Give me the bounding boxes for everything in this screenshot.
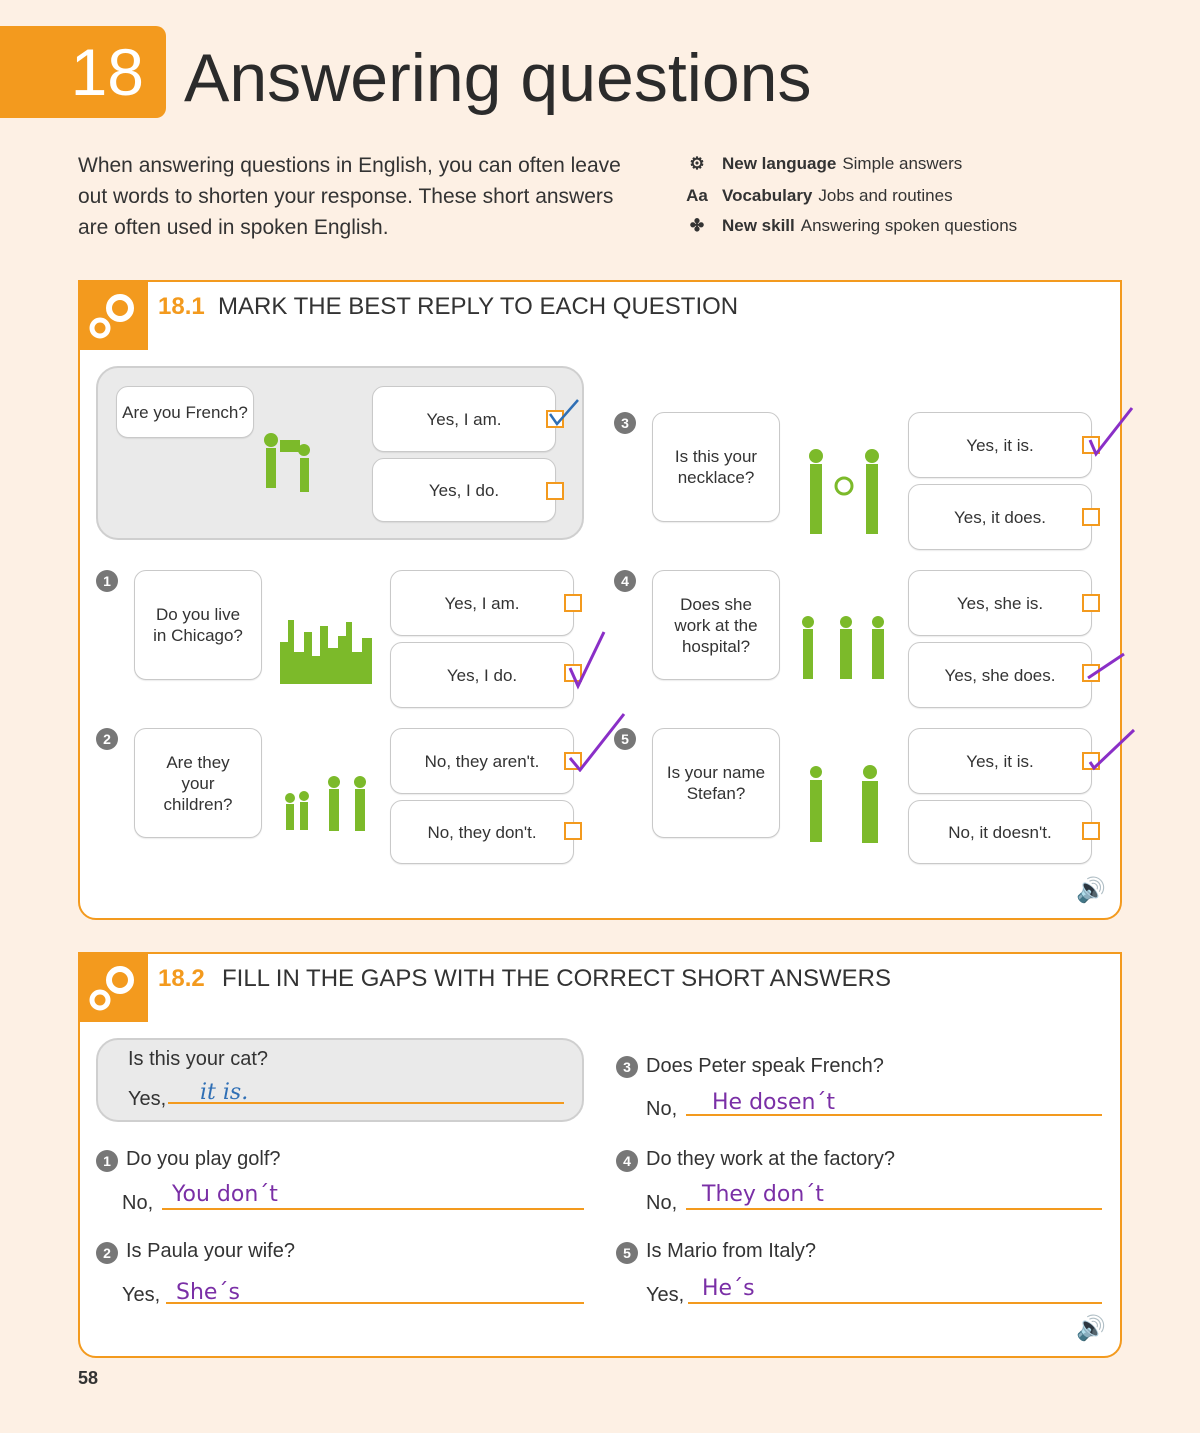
question-text: Is Paula your wife? xyxy=(126,1240,295,1262)
question-text: Does Peter speak French? xyxy=(646,1055,884,1077)
item-number: 1 xyxy=(96,1150,118,1172)
speech-gear-icon: ⚙ xyxy=(689,154,705,173)
answer-prefix: No, xyxy=(122,1192,154,1214)
reply-option: Yes, it is. xyxy=(908,728,1092,794)
item-number: 1 xyxy=(96,570,118,592)
people-figures-icon xyxy=(254,430,324,510)
reply-option: Yes, it does. xyxy=(908,484,1092,550)
exercise-number: 18.1 xyxy=(158,293,205,320)
reply-option: Yes, I am. xyxy=(372,386,556,452)
answer-text[interactable]: You don´t xyxy=(172,1182,278,1207)
checkbox[interactable] xyxy=(1082,508,1100,526)
checkbox[interactable] xyxy=(564,822,582,840)
exercise-title: FILL IN THE GAPS WITH THE CORRECT SHORT ANSWERS xyxy=(222,965,891,992)
reply-option: No, it doesn't. xyxy=(908,800,1092,864)
item-number: 5 xyxy=(616,1242,638,1264)
item-number: 3 xyxy=(614,412,636,434)
question-bubble: Is this your necklace? xyxy=(652,412,780,522)
gear-icon xyxy=(80,282,148,350)
people-meeting-icon xyxy=(804,764,890,844)
question-bubble: Are you French? xyxy=(116,386,254,438)
tag-new-language xyxy=(682,152,962,176)
answer-prefix: No, xyxy=(646,1098,678,1120)
hospital-staff-icon xyxy=(796,614,892,680)
check-mark-icon xyxy=(548,398,580,428)
intro-text: When answering questions in English, you can often leave out words to shorten your response. These short answers are often used in spoken English. xyxy=(78,154,621,239)
answer-prefix: Yes, xyxy=(122,1284,161,1306)
check-mark-icon xyxy=(1084,650,1128,684)
page-number: 58 xyxy=(78,1368,99,1388)
tag-label: New skill xyxy=(722,216,795,235)
question-bubble: Is your name Stefan? xyxy=(652,728,780,838)
city-skyline-icon xyxy=(280,612,372,684)
question-bubble: Do you live in Chicago? xyxy=(134,570,262,680)
exercise-title: MARK THE BEST REPLY TO EACH QUESTION xyxy=(218,293,739,320)
answer-text[interactable]: She´s xyxy=(176,1280,240,1305)
question-bubble: Does she work at the hospital? xyxy=(652,570,780,680)
answer-prefix: No, xyxy=(646,1192,678,1214)
family-figures-icon xyxy=(280,774,376,834)
question-text: Is Mario from Italy? xyxy=(646,1240,817,1262)
answer-prefix: Yes, xyxy=(646,1284,685,1306)
answer-prefix: Yes, xyxy=(128,1088,167,1110)
puzzle-icon: ✤ xyxy=(689,216,705,235)
audio-speaker-icon[interactable]: 🔊 xyxy=(1076,877,1106,904)
tag-text: Simple answers xyxy=(842,154,963,173)
checkbox[interactable] xyxy=(1082,594,1100,612)
aa-icon: Aa xyxy=(686,186,708,205)
tag-text: Answering spoken questions xyxy=(800,216,1018,235)
tag-new-skill xyxy=(682,214,1017,238)
reply-option: Yes, it is. xyxy=(908,412,1092,478)
tag-vocabulary xyxy=(682,184,953,208)
reply-option: No, they don't. xyxy=(390,800,574,864)
check-mark-icon xyxy=(566,628,608,690)
question-text: Do they work at the factory? xyxy=(646,1148,896,1170)
reply-option: Yes, I am. xyxy=(390,570,574,636)
question-text: Do you play golf? xyxy=(126,1148,281,1170)
tag-label: New language xyxy=(722,154,837,173)
audio-speaker-icon[interactable]: 🔊 xyxy=(1076,1315,1106,1342)
check-mark-icon xyxy=(1084,726,1138,772)
item-number: 3 xyxy=(616,1056,638,1078)
reply-option: Yes, she does. xyxy=(908,642,1092,708)
item-number: 4 xyxy=(614,570,636,592)
item-number: 2 xyxy=(96,728,118,750)
unit-title: Answering questions xyxy=(184,40,812,116)
reply-option: Yes, I do. xyxy=(390,642,574,708)
check-mark-icon xyxy=(1084,404,1136,460)
reply-option: Yes, I do. xyxy=(372,458,556,522)
unit-number-badge: 18 xyxy=(0,26,166,118)
answer-text[interactable]: They don´t xyxy=(702,1182,824,1207)
checkbox[interactable] xyxy=(564,594,582,612)
question-bubble: Are they your children? xyxy=(134,728,262,838)
reply-option: No, they aren't. xyxy=(390,728,574,794)
checkbox[interactable] xyxy=(546,482,564,500)
item-number: 4 xyxy=(616,1150,638,1172)
item-number: 2 xyxy=(96,1242,118,1264)
question-text: Is this your cat? xyxy=(128,1048,269,1070)
answer-text[interactable]: He dosen´t xyxy=(712,1090,836,1115)
answer-text[interactable]: He´s xyxy=(702,1276,755,1301)
item-number: 5 xyxy=(614,728,636,750)
exercise-number: 18.2 xyxy=(158,965,205,992)
tag-text: Jobs and routines xyxy=(818,186,953,205)
answer-text[interactable]: it is. xyxy=(200,1080,249,1105)
tag-label: Vocabulary xyxy=(722,186,813,205)
gear-icon xyxy=(80,954,148,1022)
reply-option: Yes, she is. xyxy=(908,570,1092,636)
people-necklace-icon xyxy=(802,446,886,536)
checkbox[interactable] xyxy=(1082,822,1100,840)
